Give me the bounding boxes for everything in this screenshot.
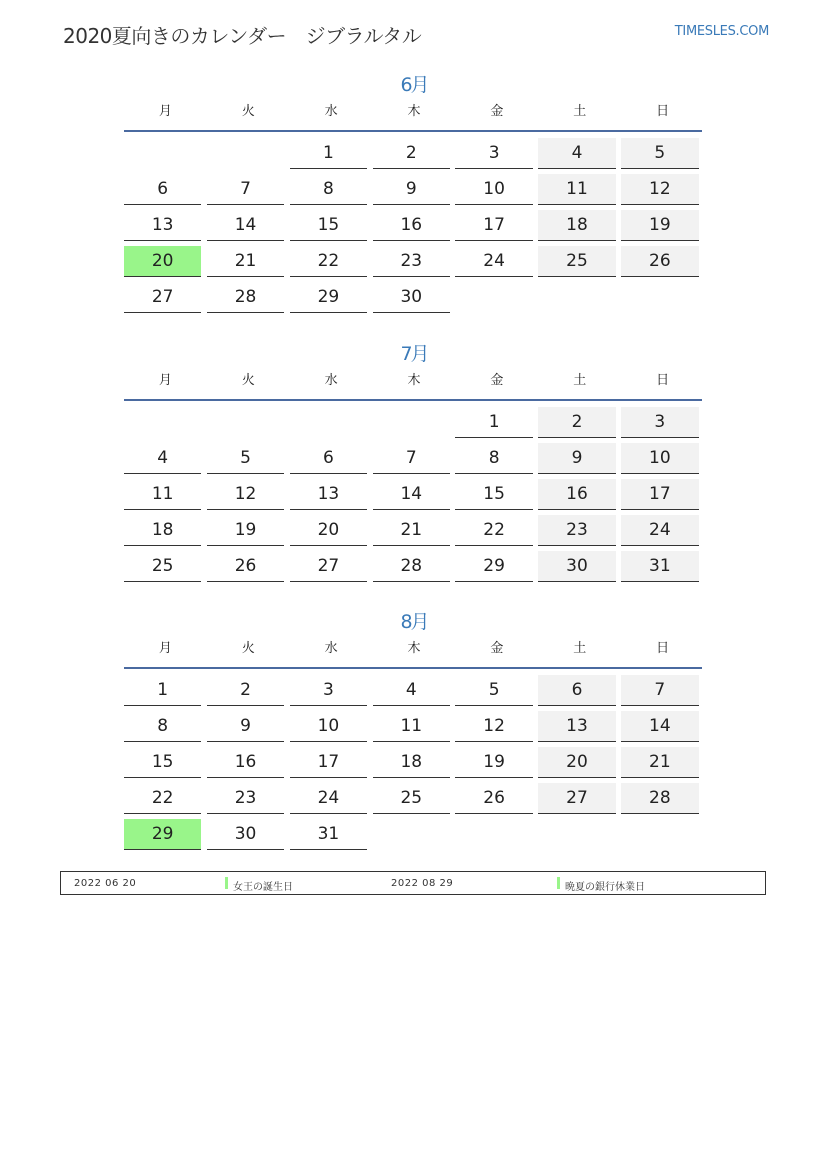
weekend-day-cell: 17 [621,479,698,510]
day-cell: 15 [290,210,367,241]
weekend-day-cell: 31 [621,551,698,582]
day-cell: 21 [207,246,284,277]
legend-holiday-name: 女王の誕生日 [233,882,293,893]
day-cell: 23 [373,246,450,277]
day-cell: 2 [207,675,284,706]
day-cell: 12 [455,711,532,742]
holiday-legend [60,871,766,895]
day-cell: 11 [373,711,450,742]
weekday-label: 木 [407,373,421,388]
empty-day-cell [124,138,201,168]
week-row [124,443,704,479]
weekday-header [124,369,704,393]
week-row [124,711,704,747]
day-cell: 3 [290,675,367,706]
day-cell: 11 [124,479,201,510]
weekend-day-cell: 27 [538,783,615,814]
weekday-label: 木 [407,104,421,119]
holiday-day-cell: 20 [124,246,201,277]
page-title: 2020夏向きのカレンダー ジブラルタル [63,24,422,48]
day-cell: 22 [124,783,201,814]
day-cell: 8 [124,711,201,742]
day-cell: 24 [290,783,367,814]
day-cell: 12 [207,479,284,510]
day-cell: 22 [290,246,367,277]
day-cell: 10 [455,174,532,205]
week-row [124,174,704,210]
day-cell: 18 [373,747,450,778]
weekend-day-cell: 28 [621,783,698,814]
legend-color-marker [557,877,560,889]
empty-day-cell [621,282,698,312]
weekend-day-cell: 18 [538,210,615,241]
day-cell: 17 [290,747,367,778]
weekday-label: 日 [656,104,670,119]
weekday-label: 木 [407,641,421,656]
empty-day-cell [207,138,284,168]
empty-day-cell [373,407,450,437]
day-cell: 16 [373,210,450,241]
empty-day-cell [538,819,615,849]
day-cell: 30 [373,282,450,313]
day-cell: 8 [455,443,532,474]
weekday-header [124,637,704,661]
day-cell: 18 [124,515,201,546]
day-cell: 6 [124,174,201,205]
weekday-label: 月 [158,641,172,656]
day-cell: 4 [373,675,450,706]
weekday-label: 月 [158,104,172,119]
day-cell: 26 [207,551,284,582]
weekend-day-cell: 7 [621,675,698,706]
week-row [124,479,704,515]
month-title: 6月 [400,74,428,96]
day-cell: 15 [124,747,201,778]
week-row [124,747,704,783]
empty-day-cell [373,819,450,849]
empty-day-cell [207,407,284,437]
weekend-day-cell: 24 [621,515,698,546]
day-cell: 13 [124,210,201,241]
weekend-day-cell: 26 [621,246,698,277]
day-cell: 25 [124,551,201,582]
weekend-day-cell: 23 [538,515,615,546]
month-title: 8月 [400,611,428,633]
legend-date: 2022 08 29 [391,878,454,889]
week-row [124,282,704,318]
weekday-label: 金 [490,373,504,388]
weekday-label: 金 [490,104,504,119]
weekend-day-cell: 19 [621,210,698,241]
weekday-label: 火 [241,641,255,656]
day-cell: 3 [455,138,532,169]
day-cell: 1 [290,138,367,169]
week-row [124,246,704,282]
day-cell: 20 [290,515,367,546]
day-cell: 28 [373,551,450,582]
week-row [124,210,704,246]
day-cell: 15 [455,479,532,510]
weekend-day-cell: 16 [538,479,615,510]
day-cell: 2 [373,138,450,169]
header-divider [124,130,702,132]
day-cell: 27 [290,551,367,582]
weekday-label: 水 [324,373,338,388]
month-block [124,70,704,318]
weekend-day-cell: 5 [621,138,698,169]
legend-holiday-name: 晩夏の銀行休業日 [565,882,645,893]
holiday-day-cell: 29 [124,819,201,850]
weekday-header [124,100,704,124]
weekday-label: 火 [241,104,255,119]
day-cell: 27 [124,282,201,313]
empty-day-cell [290,407,367,437]
legend-color-marker [225,877,228,889]
day-cell: 28 [207,282,284,313]
day-cell: 7 [373,443,450,474]
empty-day-cell [455,282,532,312]
day-cell: 14 [207,210,284,241]
weekend-day-cell: 30 [538,551,615,582]
weekend-day-cell: 10 [621,443,698,474]
day-cell: 30 [207,819,284,850]
weekday-label: 土 [573,373,587,388]
day-cell: 7 [207,174,284,205]
day-cell: 4 [124,443,201,474]
day-cell: 21 [373,515,450,546]
weekday-label: 水 [324,104,338,119]
day-cell: 22 [455,515,532,546]
day-cell: 13 [290,479,367,510]
day-cell: 10 [290,711,367,742]
weekend-day-cell: 12 [621,174,698,205]
weekend-day-cell: 6 [538,675,615,706]
day-cell: 24 [455,246,532,277]
day-cell: 5 [455,675,532,706]
day-cell: 19 [207,515,284,546]
day-cell: 9 [207,711,284,742]
weekend-day-cell: 25 [538,246,615,277]
weekend-day-cell: 21 [621,747,698,778]
week-row [124,407,704,443]
month-title: 7月 [400,343,428,365]
day-cell: 1 [455,407,532,438]
empty-day-cell [455,819,532,849]
day-cell: 5 [207,443,284,474]
month-block [124,339,704,587]
weekday-label: 日 [656,373,670,388]
weekday-label: 金 [490,641,504,656]
empty-day-cell [124,407,201,437]
week-row [124,783,704,819]
weekday-label: 土 [573,641,587,656]
weekend-day-cell: 2 [538,407,615,438]
day-cell: 1 [124,675,201,706]
header-divider [124,667,702,669]
day-cell: 9 [373,174,450,205]
day-cell: 29 [455,551,532,582]
weekend-day-cell: 14 [621,711,698,742]
weekday-label: 火 [241,373,255,388]
month-block [124,607,704,855]
day-cell: 16 [207,747,284,778]
weekday-label: 水 [324,641,338,656]
day-cell: 8 [290,174,367,205]
weekend-day-cell: 13 [538,711,615,742]
weekend-day-cell: 9 [538,443,615,474]
empty-day-cell [621,819,698,849]
weekday-label: 月 [158,373,172,388]
day-cell: 25 [373,783,450,814]
day-cell: 31 [290,819,367,850]
weekend-day-cell: 20 [538,747,615,778]
header-divider [124,399,702,401]
legend-date: 2022 06 20 [74,878,137,889]
weekend-day-cell: 3 [621,407,698,438]
week-row [124,515,704,551]
empty-day-cell [538,282,615,312]
week-row [124,675,704,711]
weekend-day-cell: 4 [538,138,615,169]
week-row [124,138,704,174]
day-cell: 17 [455,210,532,241]
weekday-label: 土 [573,104,587,119]
week-row [124,551,704,587]
day-cell: 19 [455,747,532,778]
weekend-day-cell: 11 [538,174,615,205]
weekday-label: 日 [656,641,670,656]
day-cell: 29 [290,282,367,313]
day-cell: 6 [290,443,367,474]
site-name[interactable]: TIMESLES.COM [674,24,769,39]
day-cell: 14 [373,479,450,510]
day-cell: 23 [207,783,284,814]
week-row [124,819,704,855]
day-cell: 26 [455,783,532,814]
